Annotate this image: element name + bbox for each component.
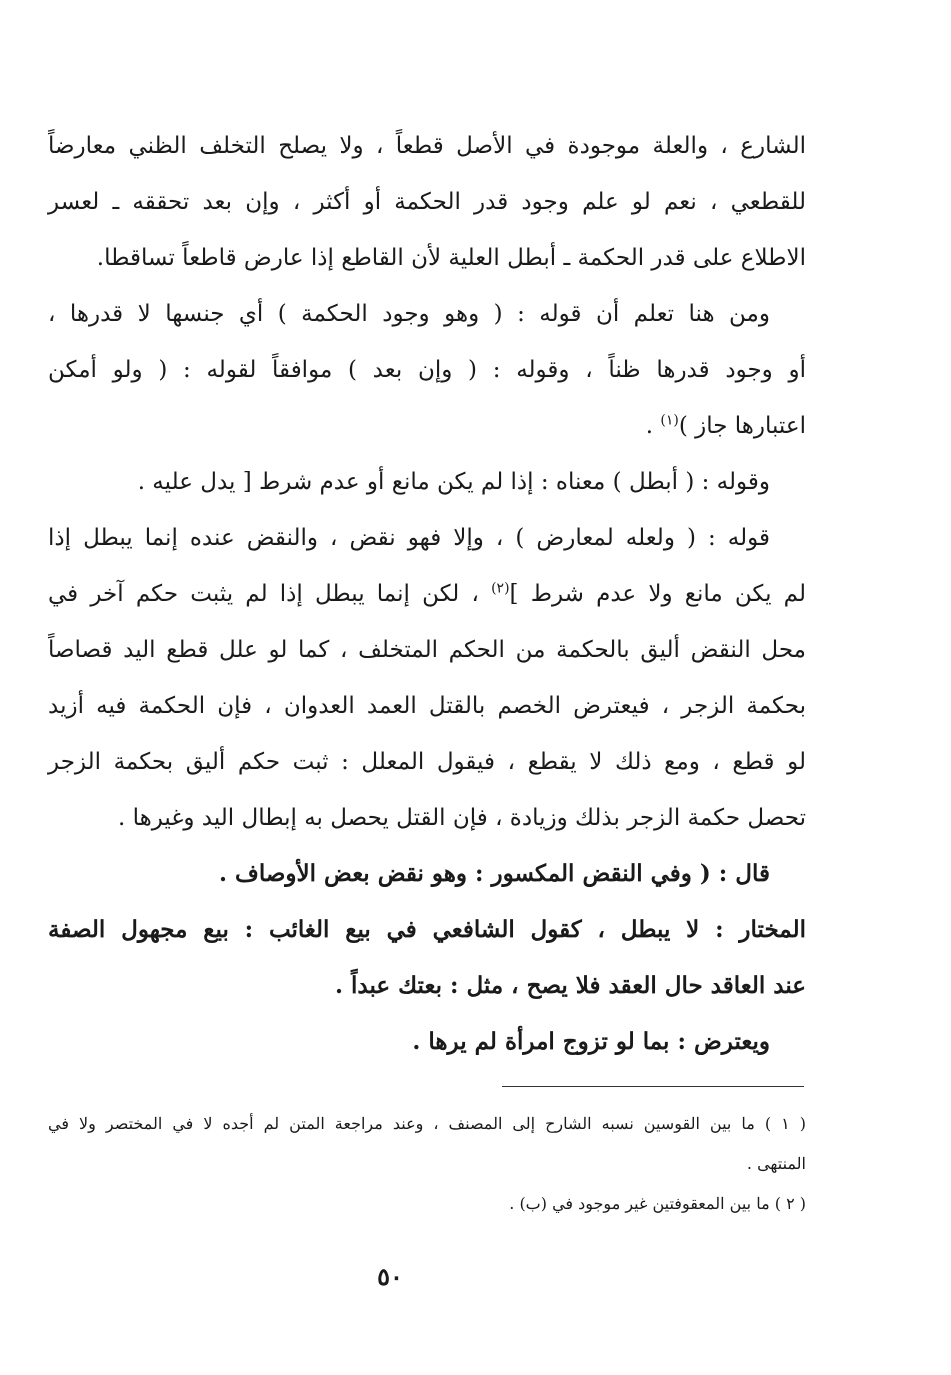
footnote-line: ( ٢ ) ما بين المعقوفتين غير موجود في (ب) .	[509, 1194, 806, 1213]
bold-text-line: عند العاقد حال العقد فلا يصح ، مثل : بعتك عبداً .	[335, 972, 806, 999]
bold-text-line: قال : ( وفي النقض المكسور : وهو نقض بعض الأوصاف .	[219, 860, 770, 887]
text-line: لو قطع ، ومع ذلك لا يقطع ، فيقول المعلل : ثبت حكم أليق بحكمة الزجر	[48, 749, 806, 775]
text-segment: اعتبارها جاز )	[678, 413, 806, 439]
text-line: الاطلاع على قدر الحكمة ـ أبطل العلية لأن القاطع إذا عارض قاطعاً تساقطا.	[96, 245, 806, 271]
footnote-ref-1: (١)	[660, 412, 679, 429]
text-line: أو وجود قدرها ظناً ، وقوله : ( وإن بعد ) موافقاً لقوله : ( ولو أمكن	[48, 357, 806, 383]
footnote-ref-2: (٢)	[491, 580, 510, 597]
text-line	[48, 398, 806, 454]
bold-text-line: ويعترض : بما لو تزوج امرأة لم يرها .	[412, 1028, 770, 1055]
footnote-line: المنتهى .	[746, 1154, 806, 1173]
text-segment: لم يكن مانع ولا عدم شرط ]	[509, 581, 806, 607]
text-line: محل النقض أليق بالحكمة من الحكم المتخلف ، كما لو علل قطع اليد قصاصاً	[48, 637, 806, 663]
text-line: ومن هنا تعلم أن قوله : ( وهو وجود الحكمة ) أي جنسها لا قدرها ،	[48, 301, 770, 327]
text-line	[48, 566, 806, 622]
text-line: للقطعي ، نعم لو علم وجود قدر الحكمة أو أكثر ، وإن بعد تحققه ـ لعسر	[48, 189, 806, 215]
footnotes	[48, 1104, 806, 1224]
text-line: وقوله : ( أبطل ) معناه : إذا لم يكن مانع أو عدم شرط [ يدل عليه .	[137, 469, 770, 495]
bold-text-line: المختار : لا يبطل ، كقول الشافعي في بيع الغائب : بيع مجهول الصفة	[48, 916, 806, 943]
text-segment: ، لكن إنما يبطل إذا لم يثبت حكم آخر في	[48, 581, 492, 607]
text-line: قوله : ( ولعله لمعارض ) ، وإلا فهو نقض ، والنقض عنده إنما يبطل إذا	[48, 525, 770, 551]
text-line: الشارع ، والعلة موجودة في الأصل قطعاً ، ولا يصلح التخلف الظني معارضاً	[48, 133, 806, 159]
footnote-divider	[502, 1086, 804, 1087]
footnote-line: ( ١ ) ما بين القوسين نسبه الشارح إلى المصنف ، وعند مراجعة المتن لم أجده لا في المختصر ولا في	[48, 1114, 807, 1133]
page-number: ٥٠	[377, 1262, 403, 1291]
text-line: تحصل حكمة الزجر بذلك وزيادة ، فإن القتل يحصل به إبطال اليد وغيرها .	[117, 805, 806, 831]
text-segment: .	[645, 413, 661, 439]
main-text	[48, 118, 806, 1070]
text-line: بحكمة الزجر ، فيعترض الخصم بالقتل العمد العدوان ، فإن الحكمة فيه أزيد	[48, 693, 806, 719]
